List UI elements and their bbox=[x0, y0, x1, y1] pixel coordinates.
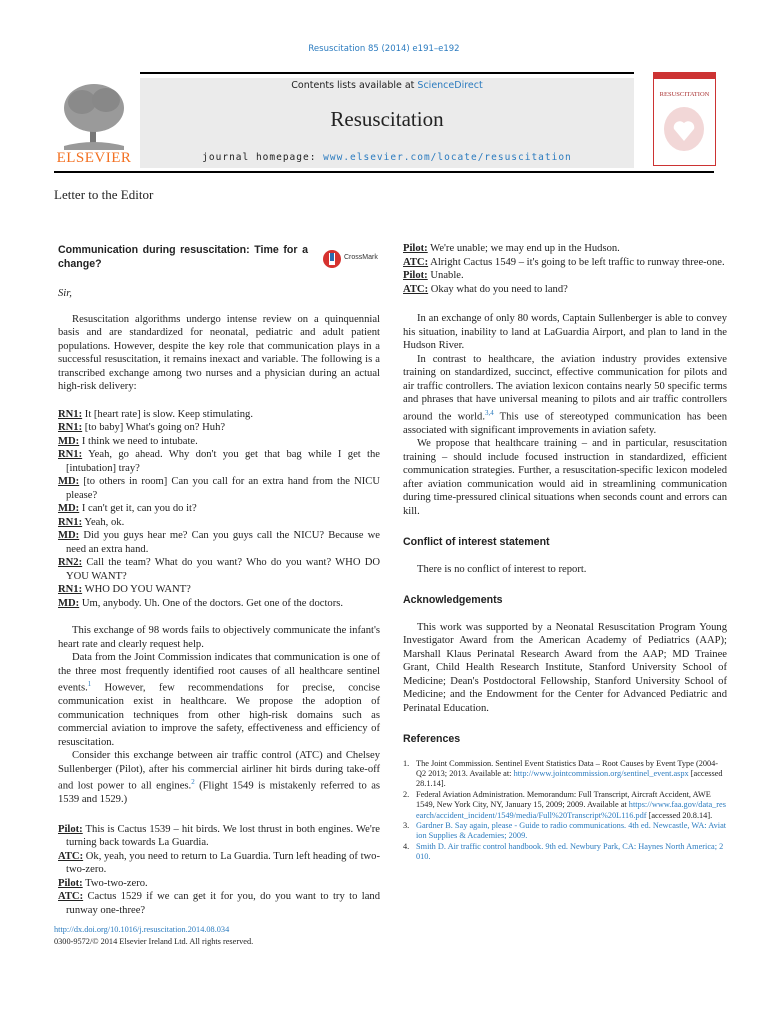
dialogue-line bbox=[58, 448, 380, 475]
para6b: This use of stereotyped communication has been associated with significant improvements in aviation safety. bbox=[403, 411, 727, 436]
dialogue-text: Alright Cactus 1549 – it's going to be left traffic to runway three-one. bbox=[428, 256, 725, 268]
references-heading: References bbox=[403, 733, 461, 746]
dialogue-text: Okay what do you need to land? bbox=[428, 283, 568, 295]
doi-link[interactable]: http://dx.doi.org/10.1016/j.resuscitation.2014.08.034 bbox=[54, 925, 230, 934]
speaker-label: ATC: bbox=[403, 256, 429, 268]
ref-sup-3-4[interactable]: 3,4 bbox=[484, 408, 494, 417]
homepage-prefix: journal homepage: bbox=[202, 152, 324, 163]
dialogue-atc-1 bbox=[58, 823, 380, 918]
speaker-label: MD: bbox=[58, 597, 80, 609]
paragraph-consider bbox=[58, 749, 380, 807]
reference-tail: [accessed 20.8.14]. bbox=[646, 810, 713, 820]
reference-tail: [accessed 28.1.14]. bbox=[416, 768, 723, 789]
journal-cover[interactable] bbox=[653, 72, 716, 166]
dialogue-text: Um, anybody. Uh. One of the doctors. Get one of the doctors. bbox=[79, 597, 343, 609]
homepage-link[interactable]: www.elsevier.com/locate/resuscitation bbox=[323, 152, 572, 163]
speaker-label: ATC: bbox=[58, 850, 84, 862]
homepage-line bbox=[140, 152, 634, 163]
dialogue-text: Yeah, go ahead. Why don't you get that bag while I get the [intubation] tray? bbox=[66, 449, 380, 474]
dialogue-text: I think we need to intubate. bbox=[79, 435, 198, 447]
journal-citation[interactable]: Resuscitation 85 (2014) e191–e192 bbox=[308, 44, 460, 54]
dialogue-text: [to baby] What's going on? Huh? bbox=[82, 422, 226, 433]
contents-prefix: Contents lists available at bbox=[291, 80, 418, 91]
cover-title: RESUSCITATION bbox=[659, 91, 710, 98]
crossmark-icon bbox=[322, 248, 342, 270]
paragraph-98-words: This exchange of 98 words fails to objectively communicate the infant's heart rate and clearly request help. bbox=[58, 625, 380, 650]
reference-number: 2. bbox=[403, 789, 410, 799]
para6a: In contrast to healthcare, the aviation industry provides extensive training on standardized, succinct, effective communication for pilots and air traffic controllers. The aviation lexicon contains nearly 50 specific terms and phrases that have universal meaning to pilots and air traffic controllers around the world. bbox=[403, 353, 727, 423]
reference-link[interactable]: Smith D. Air traffic control handbook. 9th ed. Newbury Park, CA: Haynes North America; 2010. bbox=[416, 841, 724, 862]
speaker-label: RN1: bbox=[58, 516, 83, 528]
dialogue-line bbox=[403, 256, 727, 270]
dialogue-line bbox=[58, 597, 380, 611]
paragraph-propose: We propose that healthcare training – and in particular, resuscitation training – should include focused instruction in standardized, efficient communication strategies. Further, a resuscitation-specific lexicon modeled after aviation communication would aid in streamlining communication during time-pressured clinical situations when seconds count and errors can kill. bbox=[403, 438, 727, 517]
reference-link[interactable]: https://www.faa.gov/data_research/accident_incident/1549/media/Full%20Transcript%20L116.pdf bbox=[416, 800, 726, 820]
dialogue-line bbox=[58, 516, 380, 530]
crossmark-badge[interactable] bbox=[322, 248, 384, 270]
speaker-label: Pilot: bbox=[403, 243, 428, 254]
dialogue-text: Yeah, ok. bbox=[82, 516, 125, 528]
dialogue-line bbox=[58, 850, 380, 877]
sciencedirect-link[interactable]: ScienceDirect bbox=[417, 80, 483, 91]
dialogue-line bbox=[403, 269, 727, 283]
reference-item bbox=[403, 759, 727, 790]
header-bottom-rule bbox=[54, 171, 714, 173]
cover-heart-icon bbox=[654, 73, 715, 165]
dialogue-line bbox=[58, 823, 380, 850]
coi-heading: Conflict of interest statement bbox=[403, 536, 550, 549]
dialogue-delivery bbox=[58, 408, 380, 611]
speaker-label: Pilot: bbox=[403, 270, 428, 281]
dialogue-text: Ok, yeah, you need to return to La Guardia. Turn left heading of two-two-zero. bbox=[66, 850, 380, 876]
dialogue-line bbox=[58, 502, 380, 516]
dialogue-text: We're unable; we may end up in the Hudson. bbox=[427, 243, 620, 254]
copyright: 0300-9572/© 2014 Elsevier Ireland Ltd. All rights reserved. bbox=[54, 937, 254, 946]
dialogue-text: Two-two-zero. bbox=[82, 877, 148, 889]
right-column bbox=[403, 242, 727, 863]
speaker-label: RN2: bbox=[58, 557, 83, 568]
ref-sup-1[interactable]: 1 bbox=[87, 680, 92, 688]
reference-item bbox=[403, 821, 727, 842]
para3b: However, few recommendations for precise, concise communication exist in healthcare. We propose the adoption of communication techniques from other high-risk domains such as commercial aviation to improve the safety, effectiveness and efficiency of resuscitation. bbox=[58, 682, 380, 748]
reference-item bbox=[403, 842, 727, 863]
journal-title: Resuscitation bbox=[330, 107, 444, 131]
dialogue-text: I can't get it, can you do it? bbox=[79, 503, 197, 514]
reference-link[interactable]: http://www.jointcommission.org/sentinel_event.aspx bbox=[513, 768, 689, 778]
para4b: (Flight 1549 is mistakenly referred to as 1539 and 1529.) bbox=[58, 780, 381, 806]
ack-heading: Acknowledgements bbox=[403, 594, 503, 607]
elsevier-logo bbox=[54, 78, 134, 170]
dialogue-line bbox=[58, 421, 380, 435]
speaker-label: MD: bbox=[58, 435, 80, 447]
paragraph-joint-commission bbox=[58, 651, 380, 749]
ref-sup-2[interactable]: 2 bbox=[191, 778, 195, 787]
speaker-label: RN1: bbox=[58, 408, 83, 420]
dialogue-line bbox=[58, 890, 380, 917]
left-column bbox=[58, 244, 380, 917]
speaker-label: MD: bbox=[58, 530, 80, 541]
speaker-label: Pilot: bbox=[58, 877, 83, 889]
header-top-rule bbox=[140, 72, 634, 74]
dialogue-text: Unable. bbox=[427, 270, 464, 281]
contents-line bbox=[140, 80, 634, 91]
dialogue-atc-2 bbox=[403, 242, 727, 296]
speaker-label: Pilot: bbox=[58, 823, 83, 835]
reference-list bbox=[403, 759, 727, 863]
para3a: Data from the Joint Commission indicates that communication is one of the three most frequently identified root causes of all healthcare sentinel events. bbox=[58, 652, 380, 694]
speaker-label: ATC: bbox=[403, 283, 429, 295]
dialogue-line bbox=[58, 583, 380, 597]
crossmark-label: CrossMark bbox=[344, 254, 378, 261]
speaker-label: RN1: bbox=[58, 584, 83, 595]
paragraph-aviation bbox=[403, 353, 727, 438]
reference-text: Federal Aviation Administration. Memorandum: Full Transcript, Aircraft Accident, AWE 1549, New York City, NY, January 15, 2009; 2009. Available at bbox=[416, 789, 711, 810]
dialogue-text: Did you guys hear me? Can you guys call the NICU? Because we need an extra hand. bbox=[66, 530, 380, 555]
section-label: Letter to the Editor bbox=[54, 187, 154, 202]
ack-text: This work was supported by a Neonatal Resuscitation Program Young Investigator Award from the American Academy of Pediatrics (AAP); Marshall Klaus Perinatal Research Award from the AAP; MD Trainee Grant, Child Health Research Institute, Stanford University School of Medicine; Dean's Postdoctoral Fellowship, Stanford University School of Medicine; and the Endowment for the Center for Advanced Pediatric and Perinatal Education. bbox=[403, 621, 727, 714]
dialogue-text: WHO DO YOU WANT? bbox=[82, 584, 191, 595]
reference-link[interactable]: Gardner B. Say again, please - Guide to radio communications. 4th ed. Newcastle, WA: Aviation Supplies & Academies; 2009. bbox=[416, 820, 727, 841]
reference-text: The Joint Commission. Sentinel Event Statistics Data – Root Causes by Event Type (2004-Q2 2013; 2013. Available at: bbox=[416, 758, 719, 778]
coi-text: There is no conflict of interest to report. bbox=[417, 563, 587, 575]
speaker-label: RN1: bbox=[58, 449, 83, 460]
reference-number: 1. bbox=[403, 758, 410, 768]
dialogue-line bbox=[403, 283, 727, 297]
dialogue-line bbox=[403, 242, 727, 256]
article-title: Communication during resuscitation: Time for a change? bbox=[58, 244, 308, 270]
dialogue-text: [to others in room] Can you call for an extra hand from the NICU please? bbox=[66, 476, 380, 501]
reference-item bbox=[403, 790, 727, 821]
para4a: Consider this exchange between air traffic control (ATC) and Chelsey Sullenberger (Pilot), after his commercial airliner hit birds during take-off and lost power to all engines. bbox=[58, 750, 380, 792]
dialogue-line bbox=[58, 877, 380, 891]
reference-number: 3. bbox=[403, 820, 410, 830]
dialogue-line bbox=[58, 435, 380, 449]
speaker-label: MD: bbox=[58, 476, 80, 487]
speaker-label: ATC: bbox=[58, 891, 84, 903]
dialogue-text: Cactus 1529 if we can get it for you, do you want to try to land runway one-three? bbox=[66, 891, 380, 916]
intro-paragraph: Resuscitation algorithms undergo intense review on a quinquennial basis and are standardized for neonatal, pediatric and adult patient populations. However, despite the key role that communication plays in a successful resuscitation, it remains inexact and variable. The following is a transcribed exchange among two nurses and a physician during an actual high-risk delivery: bbox=[58, 313, 380, 392]
publisher-name: ELSEVIER bbox=[56, 150, 132, 166]
dialogue-line bbox=[58, 556, 380, 583]
speaker-label: RN1: bbox=[58, 422, 83, 433]
speaker-label: MD: bbox=[58, 503, 80, 514]
paragraph-80-words: In an exchange of only 80 words, Captain Sullenberger is able to convey his situation, inability to land at LaGuardia Airport, and plan to land in the Hudson River. bbox=[403, 313, 727, 351]
dialogue-text: It [heart rate] is slow. Keep stimulating. bbox=[82, 408, 253, 420]
reference-number: 4. bbox=[403, 841, 410, 851]
dialogue-text: This is Cactus 1539 – hit birds. We lost thrust in both engines. We're turning back towards La Guardia. bbox=[66, 823, 380, 849]
dialogue-line bbox=[58, 529, 380, 556]
salutation: Sir, bbox=[58, 288, 72, 299]
dialogue-line bbox=[58, 408, 380, 422]
dialogue-text: Call the team? What do you want? Who do you want? WHO DO YOU WANT? bbox=[66, 557, 380, 582]
dialogue-line bbox=[58, 475, 380, 502]
